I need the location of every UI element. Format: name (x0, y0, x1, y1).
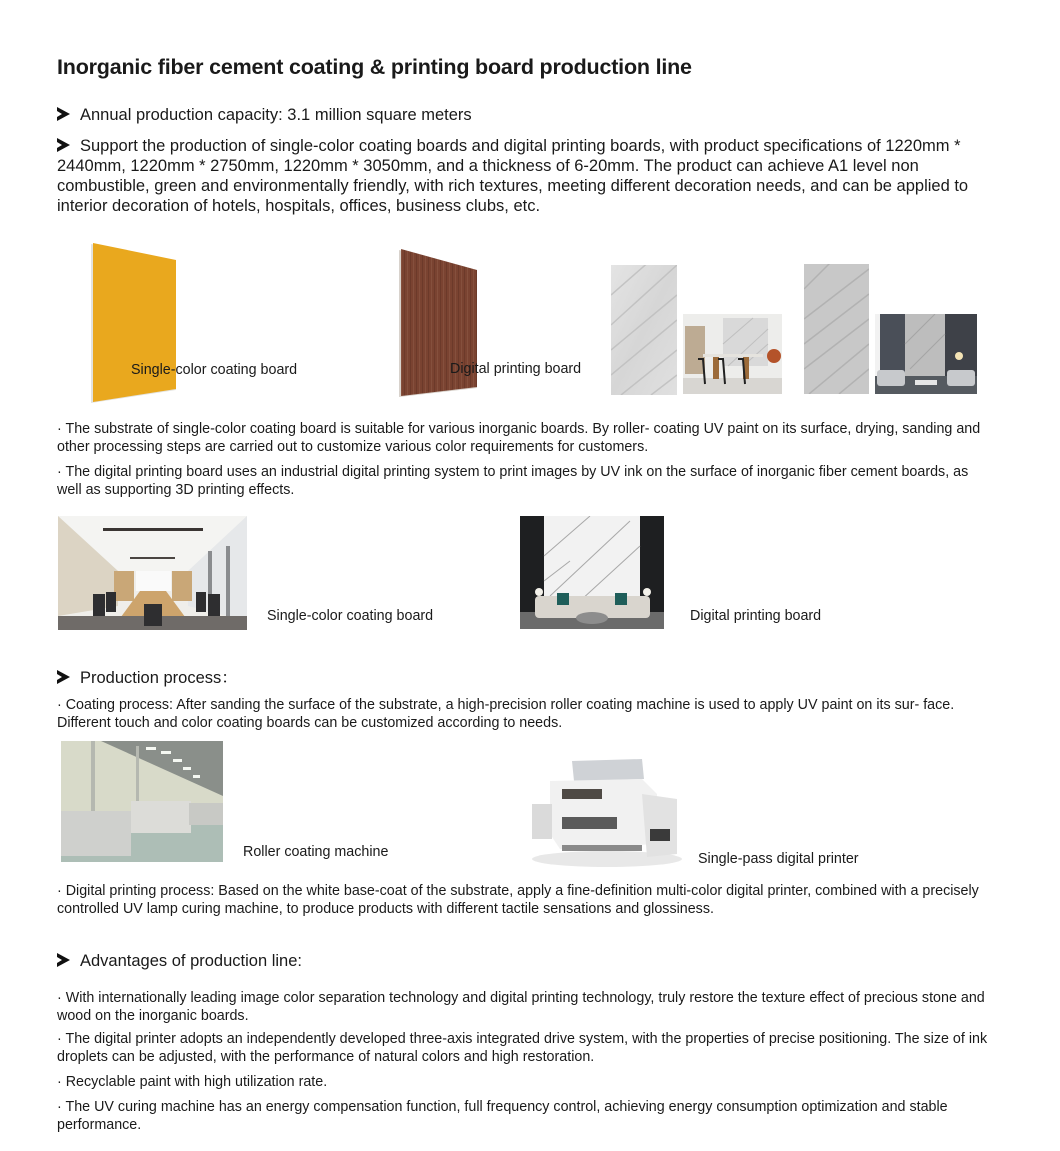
single-color-application-caption: Single-color coating board (267, 608, 434, 624)
arrow-right-icon (57, 953, 70, 967)
digital-printing-description: · The digital printing board uses an industrial digital printing system to print images by UV ink on the surface of inorganic fiber cement boards, as well as supporting 3D printing effects. (57, 464, 969, 498)
advantage-item: · With internationally leading image color separation technology and digital printing technology, truly restore the texture effect of precious stone and wood on the inorganic boards. (57, 990, 985, 1024)
marble-dining-room-image (683, 314, 782, 394)
digital-printing-process-text: · Digital printing process: Based on the white base-coat of the substrate, apply a fine-definition multi-color digital printer, combined with a precisely controlled UV lamp curing machine, to produce products with different tactile sensations and glossiness. (57, 883, 979, 917)
advantages-heading (57, 952, 302, 971)
single-color-description: · The substrate of single-color coating board is suitable for various inorganic boards. By roller- coating UV paint on its surface, drying, sanding and other processing steps are carried out to customize various color requirements for customers. (57, 421, 981, 455)
digital-printing-board-caption: Digital printing board (450, 361, 582, 377)
production-process-heading-text: Production process： (80, 669, 238, 687)
arrow-right-icon (57, 138, 70, 152)
single-pass-printer-image (522, 749, 690, 869)
highlight-specifications (57, 136, 992, 216)
single-pass-printer-caption: Single-pass digital printer (698, 851, 859, 867)
advantage-item: · Recyclable paint with high utilization rate. (57, 1074, 328, 1090)
production-process-heading (57, 664, 238, 688)
arrow-right-icon (57, 670, 70, 684)
single-color-board-caption: Single-color coating board (131, 362, 298, 378)
digital-printing-application-caption: Digital printing board (690, 608, 822, 624)
marble-sample-grey-image (804, 264, 869, 394)
roller-coating-machine-image (61, 741, 223, 862)
marble-living-room-image (875, 314, 977, 394)
advantage-item: · The UV curing machine has an energy compensation function, full frequency control, achieving energy consumption optimization and stable performance. (57, 1099, 948, 1133)
advantage-item: · The digital printer adopts an independently developed three-axis integrated drive system, with the properties of precise positioning. The size of ink droplets can be adjusted, with the performance of natural colors and high restoration. (57, 1031, 988, 1065)
roller-coating-machine-caption: Roller coating machine (243, 844, 389, 860)
marble-sample-white-image (611, 265, 677, 395)
highlight-capacity (57, 105, 997, 125)
single-color-board-image (88, 242, 180, 404)
conference-room-image (58, 516, 247, 630)
marble-wall-sofa-image (520, 516, 664, 629)
arrow-right-icon (57, 107, 70, 121)
page-title: Inorganic fiber cement coating & printing board production line (57, 55, 692, 79)
highlight-capacity-text: Annual production capacity: 3.1 million square meters (80, 106, 472, 124)
advantages-heading-text: Advantages of production line: (80, 952, 302, 970)
coating-process-text: · Coating process: After sanding the surface of the substrate, a high-precision roller coating machine is used to apply UV paint on its sur- face. Different touch and color coating boards can be customized according to needs. (57, 697, 955, 731)
highlight-specifications-text: Support the production of single-color coating boards and digital printing boards, with product specifications of 1220mm * 2440mm, 1220mm * 2750mm, 1220mm * 3050mm, and a thickness of 6-20mm. The product can achieve A1 level non combustible, green and environmentally friendly, with rich textures, meeting different decoration needs, and can be applied to interior decoration of hotels, hospitals, offices, business clubs, etc. (57, 137, 969, 215)
